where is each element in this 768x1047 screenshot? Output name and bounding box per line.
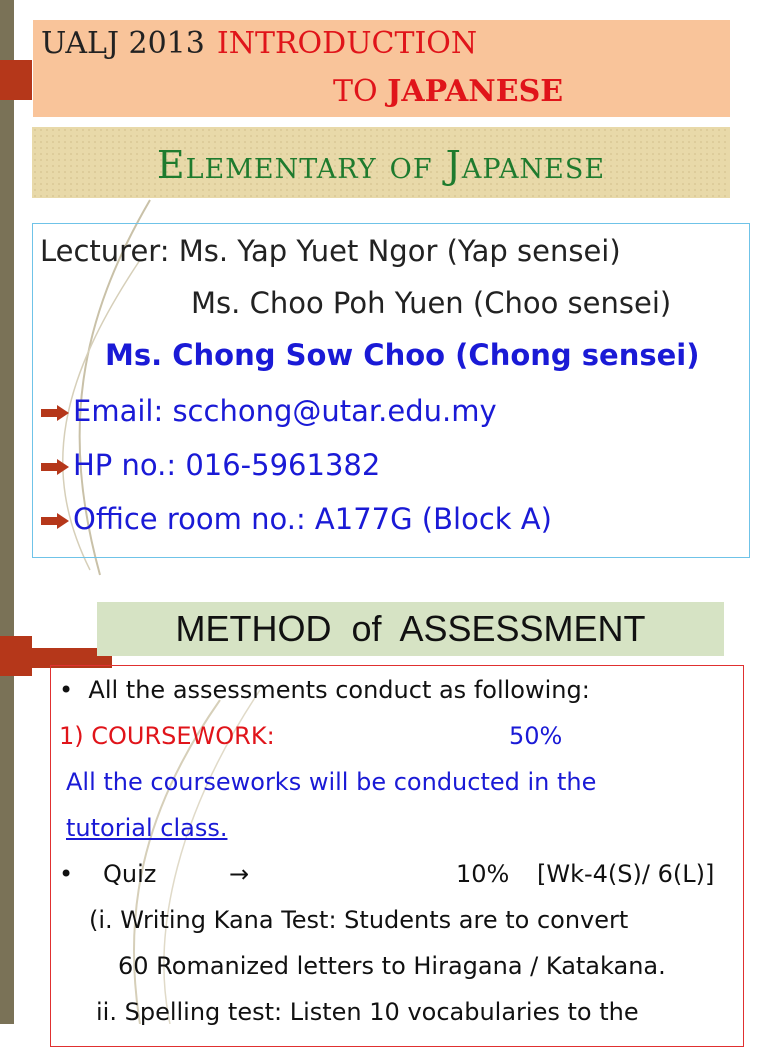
coursework-note-2: tutorial class.	[66, 814, 228, 842]
slide1-tab-marker	[0, 60, 32, 100]
lecturer-info-box	[32, 223, 750, 558]
bullet-dot-icon: •	[59, 676, 74, 704]
quiz-item-ii-line1: ii. Spelling test: Listen 10 vocabularies to the	[96, 998, 639, 1026]
assessment-intro	[59, 676, 590, 704]
quiz-week: [Wk-4(S)/ 6(L)]	[537, 860, 715, 888]
subtitle-banner	[32, 127, 730, 198]
lecturer-line-2: Ms. Choo Poh Yuen (Choo sensei)	[191, 286, 672, 320]
quiz-arrow-icon: →	[229, 860, 250, 888]
left-accent-bar	[0, 0, 14, 1024]
coursework-percent: 50%	[509, 722, 563, 750]
arrow-bullet-icon	[41, 512, 71, 530]
arrow-bullet-icon	[41, 404, 71, 422]
quiz-label: Quiz	[103, 860, 157, 888]
course-title-to: TO	[333, 74, 378, 109]
course-title-line1	[41, 26, 477, 61]
course-title-japanese: JAPANESE	[387, 74, 564, 109]
quiz-item-i-line2: 60 Romanized letters to Hiragana / Katakana.	[118, 952, 666, 980]
arrow-bullet-icon	[41, 458, 71, 476]
quiz-percent: 10%	[456, 860, 510, 888]
office-text: Office room no.: A177G (Block A)	[73, 502, 552, 536]
assessment-intro-text: All the assessments conduct as following:	[88, 676, 590, 704]
email-text[interactable]: Email: scchong@utar.edu.my	[73, 394, 497, 428]
coursework-label: 1) COURSEWORK:	[59, 722, 275, 750]
quiz-bullet-icon: •	[59, 860, 74, 888]
lecturer-line-1: Lecturer: Ms. Yap Yuet Ngor (Yap sensei)	[40, 234, 621, 268]
slide2-tab-marker	[0, 636, 32, 676]
subtitle-text: Elementary of Japanese	[156, 143, 606, 187]
course-code: UALJ 2013	[41, 26, 205, 61]
assessment-heading: METHOD of ASSESSMENT	[175, 608, 646, 649]
assessment-heading-banner	[97, 602, 724, 656]
coursework-note-1: All the courseworks will be conducted in the	[66, 768, 597, 796]
course-title-line2	[333, 74, 563, 109]
lecturer-line-3: Ms. Chong Sow Choo (Chong sensei)	[105, 338, 700, 372]
phone-line	[41, 448, 380, 482]
quiz-item-i-line1: (i. Writing Kana Test: Students are to convert	[89, 906, 629, 934]
assessment-content-box	[50, 665, 744, 1047]
course-title-introduction: INTRODUCTION	[216, 26, 478, 61]
course-title-banner	[33, 20, 730, 117]
phone-text: HP no.: 016-5961382	[73, 448, 381, 482]
email-line	[41, 394, 497, 428]
office-line	[41, 502, 552, 536]
